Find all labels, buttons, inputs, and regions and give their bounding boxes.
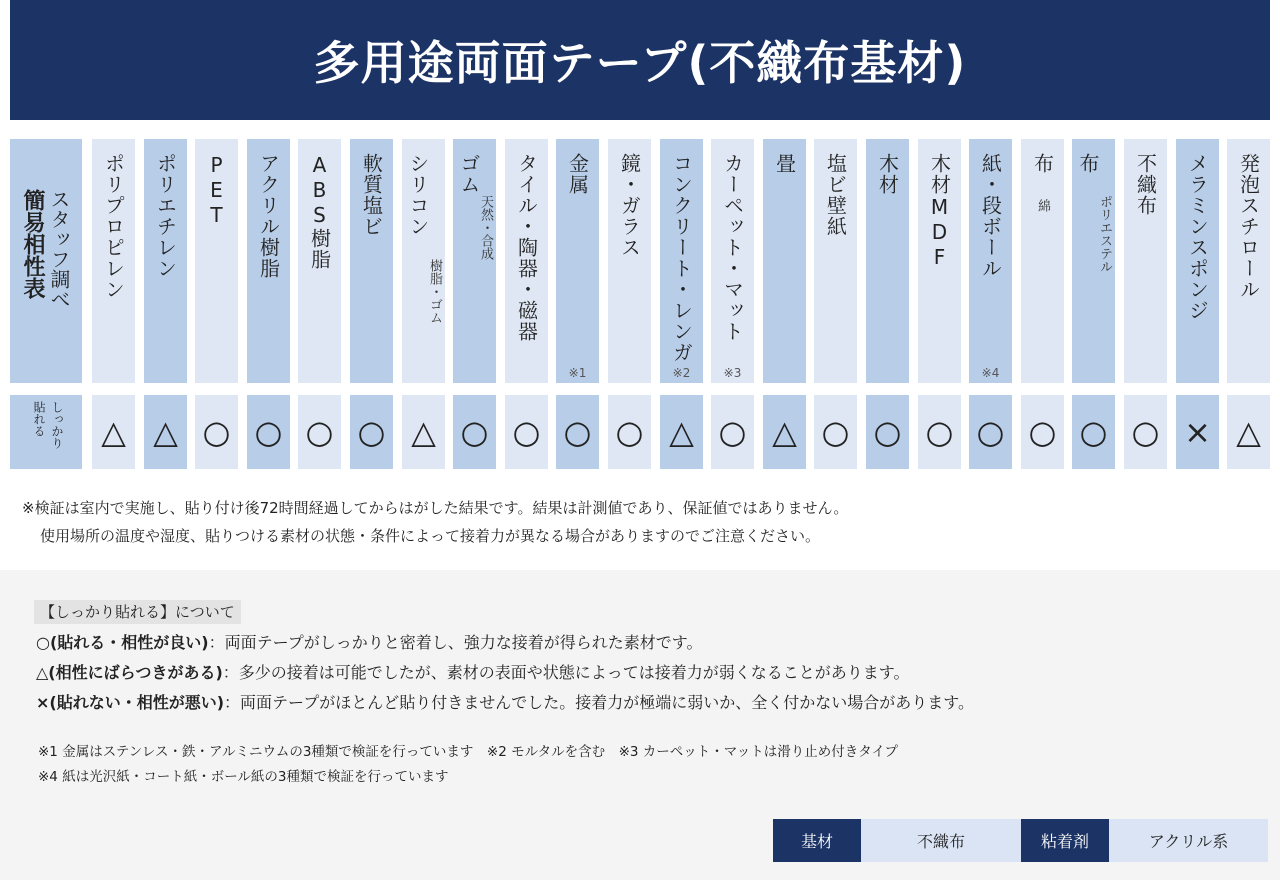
- table-header-label1: スタッフ調べ: [47, 189, 71, 309]
- legend-item-varies: [36, 660, 910, 683]
- page-title: 多用途両面テープ(不織布基材): [313, 36, 967, 90]
- rating-cell: ×: [1176, 395, 1219, 469]
- material-cell: [92, 139, 135, 383]
- legend-item-bad: [36, 690, 974, 713]
- rating-cell: ○: [969, 395, 1012, 469]
- rating-cell: ○: [298, 395, 341, 469]
- material-subtype: ポリエステル: [1097, 195, 1112, 273]
- legend-text: ：両面テープがしっかりと密着し、強力な接着が得られた素材です。: [208, 633, 703, 652]
- footnote-1: ※1 金属はステンレス・鉄・アルミニウムの3種類で検証を行っています ※2 モルタルを含む ※3 カーペット・マットは滑り止め付きタイプ: [38, 744, 899, 760]
- material-name: 紙・段ボール: [978, 153, 1003, 279]
- rating-cell: ○: [814, 395, 857, 469]
- rating-cell: ○: [556, 395, 599, 469]
- material-cell: [918, 139, 961, 383]
- rating-cell: ○: [350, 395, 393, 469]
- rating-cell: ○: [195, 395, 238, 469]
- rating-cell: ○: [1021, 395, 1064, 469]
- material-name: PET: [204, 153, 229, 228]
- material-cell: [402, 139, 445, 383]
- material-name: カーペット・マット: [720, 153, 745, 342]
- rating-cell: △: [660, 395, 703, 469]
- material-note: ※2: [672, 366, 691, 380]
- rating-cell: △: [763, 395, 806, 469]
- legend-text: ：多少の接着は可能でしたが、素材の表面や状態によっては接着力が弱くなることがあります。: [222, 663, 910, 682]
- material-name: アクリル樹脂: [256, 153, 281, 279]
- legend-heading: 【しっかり貼れる】について: [34, 600, 241, 624]
- material-cell: [711, 139, 754, 383]
- material-name: 発泡スチロール: [1236, 153, 1261, 300]
- material-cell: [814, 139, 857, 383]
- material-name: ポリエチレン: [153, 153, 178, 279]
- material-cell: [350, 139, 393, 383]
- material-cell: [1124, 139, 1167, 383]
- legend-item-good: [36, 630, 703, 653]
- material-note: ※4: [981, 366, 1000, 380]
- material-name: 軟質塩ビ: [359, 153, 384, 237]
- material-name: 布: [1076, 153, 1100, 174]
- material-cell: [453, 139, 496, 383]
- material-cell: [660, 139, 703, 383]
- spec-base-value: 不織布: [861, 819, 1021, 862]
- material-cell: [247, 139, 290, 383]
- spec-base-label: 基材: [773, 819, 861, 862]
- title-banner: [10, 0, 1270, 120]
- rating-cell: △: [1227, 395, 1270, 469]
- material-name: ABS樹脂: [307, 153, 332, 270]
- material-cell: [556, 139, 599, 383]
- material-cell: [505, 139, 548, 383]
- material-subtype: 天然・合成: [478, 195, 493, 260]
- rating-cell: ○: [866, 395, 909, 469]
- rating-cell: ○: [711, 395, 754, 469]
- material-cell: [1021, 139, 1064, 383]
- material-name: シリコン: [406, 153, 430, 237]
- legend-key: ×(貼れない・相性が悪い): [36, 693, 225, 712]
- material-cell: [866, 139, 909, 383]
- table-header-label2: 簡易相性表: [20, 189, 45, 299]
- material-name: ゴム: [457, 153, 481, 195]
- material-name: ポリプロピレン: [101, 153, 126, 300]
- rating-cell: ○: [1124, 395, 1167, 469]
- material-cell: [608, 139, 651, 383]
- spec-adhesive-value: アクリル系: [1109, 819, 1268, 862]
- material-name: 布: [1030, 153, 1055, 174]
- rating-cell: △: [144, 395, 187, 469]
- material-name: 塩ビ壁紙: [823, 153, 848, 237]
- material-name: 不織布: [1133, 153, 1158, 216]
- material-name: 畳: [772, 153, 797, 174]
- material-cell: [763, 139, 806, 383]
- rating-cell: ○: [1072, 395, 1115, 469]
- rating-header-label1: しっかり: [50, 401, 64, 449]
- legend-key: ○(貼れる・相性が良い): [36, 633, 209, 652]
- material-subtype: 綿: [1035, 199, 1050, 212]
- rating-cell: △: [92, 395, 135, 469]
- legend-text: ：両面テープがほとんど貼り付きませんでした。接着力が極端に弱いか、全く付かない場合があります。: [224, 693, 974, 712]
- note-line-2: 使用場所の温度や湿度、貼りつける素材の状態・条件によって接着力が異なる場合がありますのでご注意ください。: [40, 527, 821, 545]
- material-name: 木材MDF: [927, 153, 952, 270]
- rating-cell: ○: [453, 395, 496, 469]
- material-name: タイル・陶器・磁器: [514, 153, 539, 342]
- footnote-2: ※4 紙は光沢紙・コート紙・ボール紙の3種類で検証を行っています: [38, 769, 449, 785]
- spec-adhesive-label: 粘着剤: [1021, 819, 1109, 862]
- note-line-1: ※検証は室内で実施し、貼り付け後72時間経過してからはがした結果です。結果は計測値であり、保証値ではありません。: [22, 499, 849, 517]
- material-name: 木材: [875, 153, 900, 195]
- rating-header-label2: 貼れる: [32, 401, 46, 437]
- rating-header-cell: [10, 395, 82, 469]
- rating-cell: ○: [247, 395, 290, 469]
- material-name: 金属: [565, 153, 590, 195]
- material-subtype: 樹脂・ゴム: [427, 259, 442, 324]
- rating-cell: ○: [608, 395, 651, 469]
- table-header-cell: [10, 139, 82, 383]
- material-cell: [1176, 139, 1219, 383]
- legend-key: △(相性にばらつきがある): [36, 663, 223, 682]
- material-cell: [1072, 139, 1115, 383]
- material-cell: [1227, 139, 1270, 383]
- material-cell: [195, 139, 238, 383]
- material-name: 鏡・ガラス: [617, 153, 642, 258]
- rating-cell: ○: [505, 395, 548, 469]
- rating-cell: △: [402, 395, 445, 469]
- material-cell: [298, 139, 341, 383]
- material-note: ※1: [568, 366, 587, 380]
- material-cell: [969, 139, 1012, 383]
- material-note: ※3: [723, 366, 742, 380]
- material-cell: [144, 139, 187, 383]
- test-notes: [22, 494, 848, 550]
- material-name: メラミンスポンジ: [1185, 153, 1210, 321]
- rating-cell: ○: [918, 395, 961, 469]
- material-name: コンクリート・レンガ: [669, 153, 694, 363]
